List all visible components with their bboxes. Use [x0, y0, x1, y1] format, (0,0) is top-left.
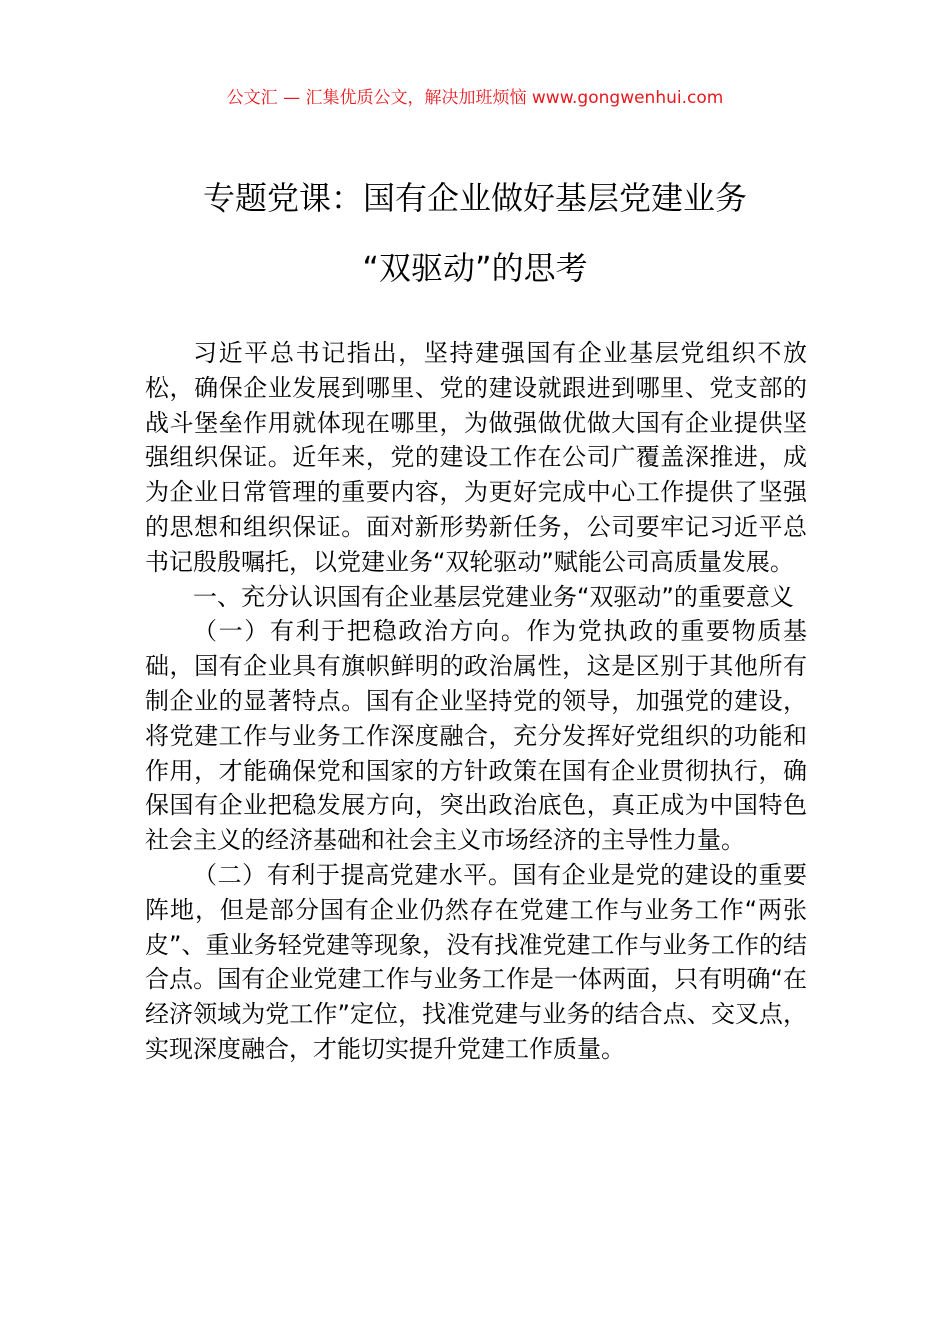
document-title-line-2: “双驱动”的思考	[362, 249, 588, 287]
document-title-line-1: 专题党课：国有企业做好基层党建业务	[202, 179, 747, 217]
paragraph-intro: 习近平总书记指出，坚持建强国有企业基层党组织不放松，确保企业发展到哪里、党的建设就跟进到哪里、党支部的战斗堡垒作用就体现在哪里，为做强做优做大国有企业提供坚强组织保证。近年来，党的建设工作在公司广覆盖深推进，成为企业日常管理的重要内容，为更好完成中心工作提供了坚强的思想和组织保证。面对新形势新任务，公司要牢记习近平总书记殷殷嘱托，以党建业务“双轮驱动”赋能公司高质量发展。	[145, 339, 807, 576]
document-body	[145, 336, 807, 1067]
site-banner: 公文汇 — 汇集优质公文，解决加班烦恼 www.gongwenhui.com	[226, 88, 724, 108]
section-heading-1: 一、充分认识国有企业基层党建业务“双驱动”的重要意义	[193, 582, 794, 611]
paragraph-subsection-1: （一）有利于把稳政治方向。作为党执政的重要物质基础，国有企业具有旗帜鲜明的政治属性，这是区别于其他所有制企业的显著特点。国有企业坚持党的领导，加强党的建设，将党建工作与业务工作深度融合，充分发挥好党组织的功能和作用，才能确保党和国家的方针政策在国有企业贯彻执行，确保国有企业把稳发展方向，突出政治底色，真正成为中国特色社会主义的经济基础和社会主义市场经济的主导性力量。	[145, 617, 807, 855]
paragraph-subsection-2: （二）有利于提高党建水平。国有企业是党的建设的重要阵地，但是部分国有企业仍然存在党建工作与业务工作“两张皮”、重业务轻党建等现象，没有找准党建工作与业务工作的结合点。国有企业党建工作与业务工作是一体两面，只有明确“在经济领域为党工作”定位，找准党建与业务的结合点、交叉点，实现深度融合，才能切实提升党建工作质量。	[145, 860, 807, 1063]
